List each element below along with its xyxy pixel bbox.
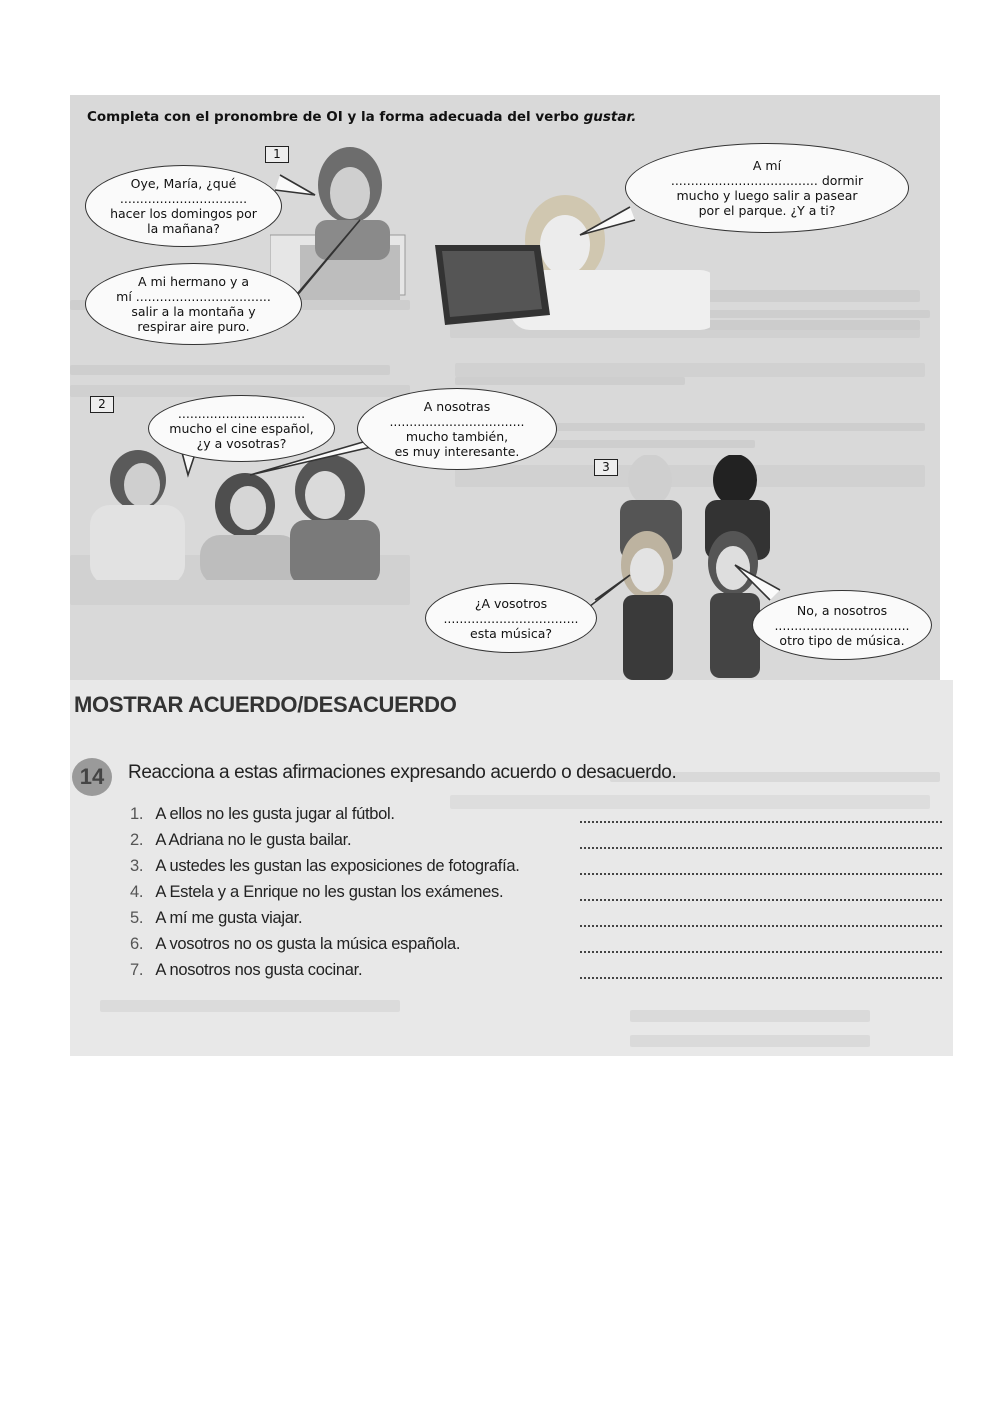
answer-line [580, 820, 942, 823]
list-item: 5. A mí me gusta viajar. [130, 909, 303, 927]
list-item: 1. A ellos no les gusta jugar al fútbol. [130, 805, 395, 823]
scene-number-3: 3 [594, 459, 618, 476]
answer-line [580, 950, 942, 953]
list-item: 3. A ustedes les gustan las exposiciones de fotografía. [130, 857, 520, 875]
exercise-a-title: Completa con el pronombre de OI y la forma adecuada del verbo gustar. [87, 109, 637, 125]
scene-number-1: 1 [265, 146, 289, 163]
answer-line [580, 924, 942, 927]
speech-bubble-5: A nosotras .................................. mucho también, es muy interesante. [357, 388, 557, 470]
background-text [450, 795, 930, 809]
speech-bubble-3: A mi hermano y a mí .................................. salir a la montaña y respirar aire puro. [85, 263, 302, 345]
list-item: 7. A nosotros nos gusta cocinar. [130, 961, 363, 979]
answer-line [580, 872, 942, 875]
answer-line [580, 976, 942, 979]
list-item: 6. A vosotros no os gusta la música española. [130, 935, 461, 953]
exercise-a-panel [70, 95, 940, 680]
speech-bubble-1: Oye, María, ¿qué ................................ hacer los domingos por la mañana? [85, 165, 282, 247]
list-item: 4. A Estela y a Enrique no les gustan los exámenes. [130, 883, 504, 901]
speech-bubble-7: No, a nosotros .................................. otro tipo de música. [752, 590, 932, 660]
speech-bubble-4: ................................ mucho el cine español, ¿y a vosotras? [148, 395, 335, 462]
exercise-b-panel [70, 680, 953, 1056]
background-text [630, 1035, 870, 1047]
speech-bubble-6: ¿A vosotros .................................. esta música? [425, 583, 597, 653]
answer-line [580, 898, 942, 901]
answer-line [580, 846, 942, 849]
list-item: 2. A Adriana no le gusta bailar. [130, 831, 352, 849]
speech-bubble-2: A mí ..................................... dormir mucho y luego salir a pasear por el parque. ¿Y a ti? [625, 143, 909, 233]
background-text [100, 1000, 400, 1012]
exercise-number: 14 [72, 758, 112, 796]
section-title: MOSTRAR ACUERDO/DESACUERDO [74, 692, 457, 717]
scene-number-2: 2 [90, 396, 114, 413]
background-text [630, 1010, 870, 1022]
exercise-instruction: Reacciona a estas afirmaciones expresando acuerdo o desacuerdo. [128, 762, 677, 783]
